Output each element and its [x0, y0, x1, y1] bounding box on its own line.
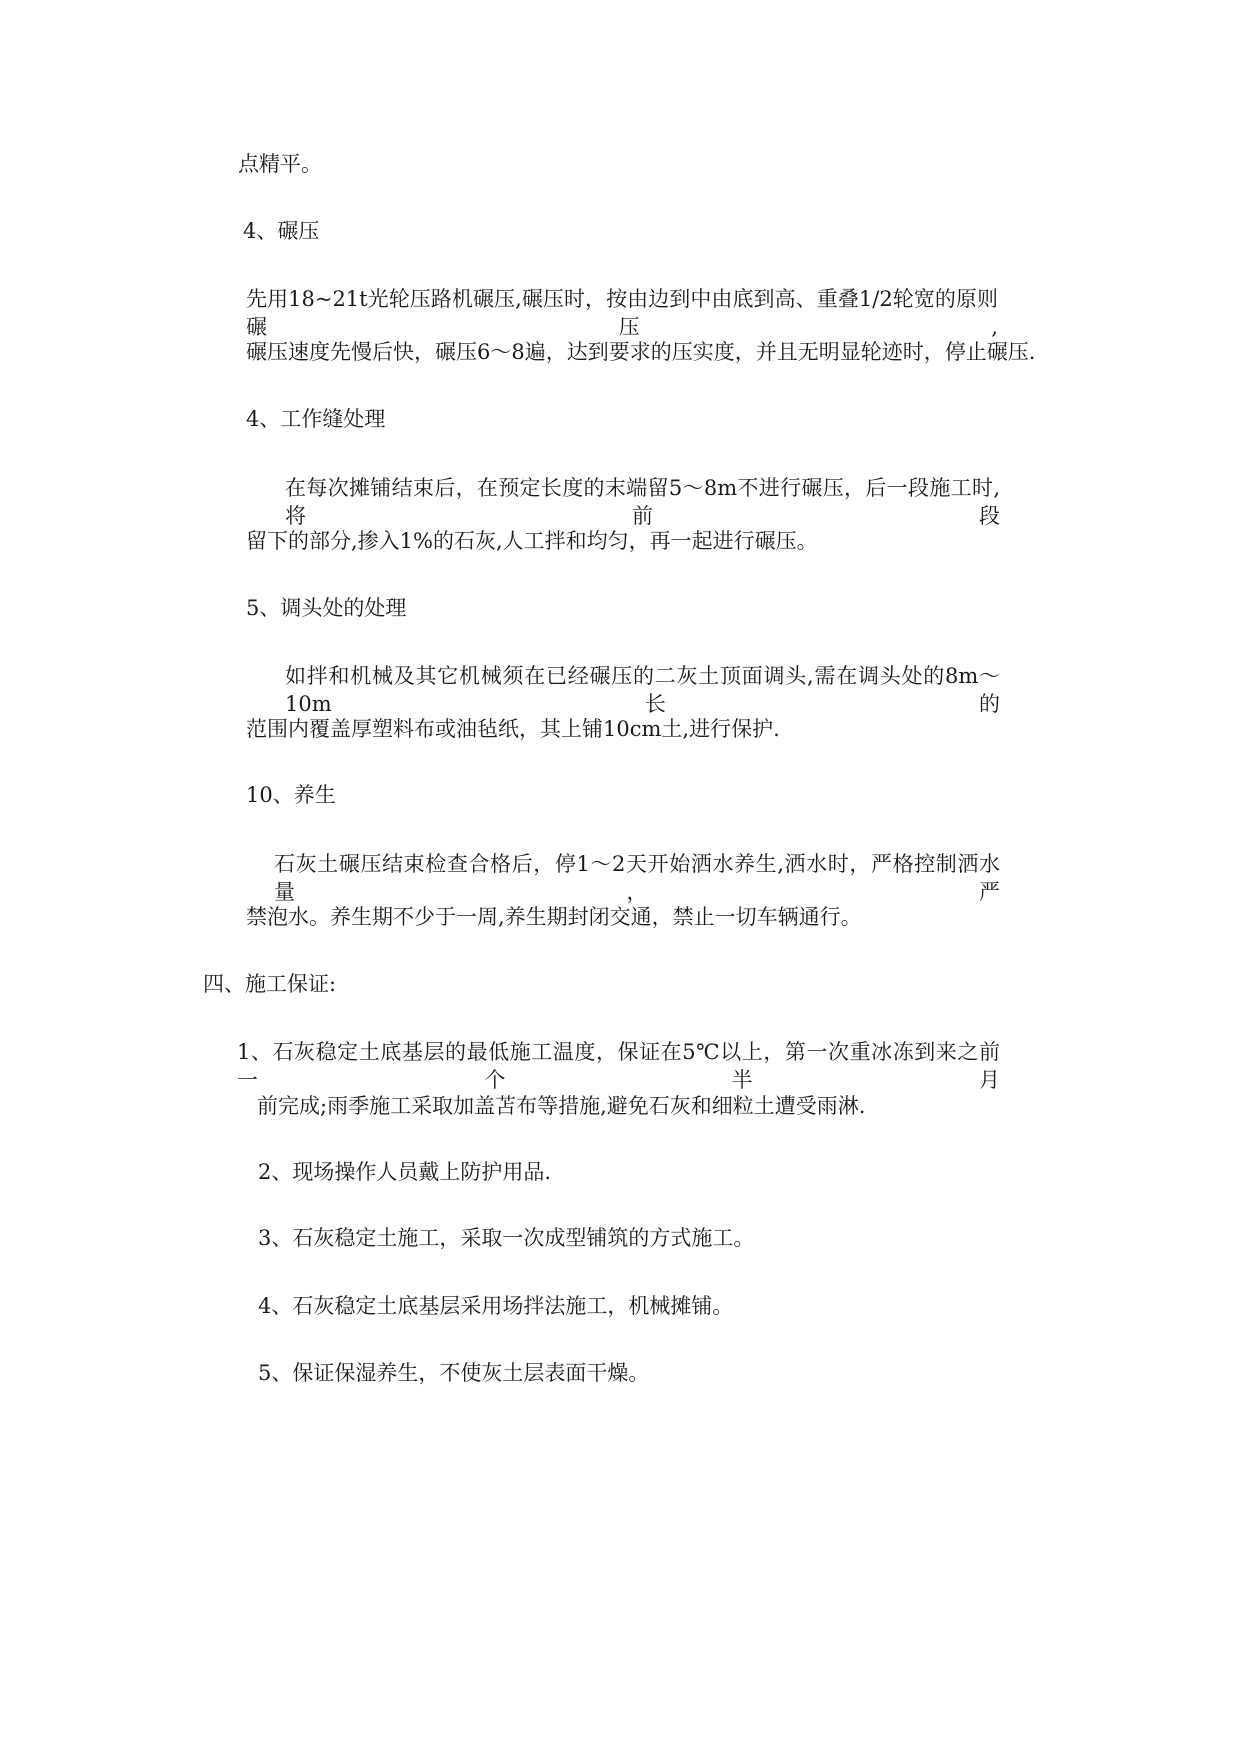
- section-heading-curing: 10、养生: [246, 783, 336, 807]
- paragraph-line: 留下的部分,掺入1%的石灰,人工拌和均匀，再一起进行碾压。: [246, 529, 818, 553]
- list-item: 3、石灰稳定土施工，采取一次成型铺筑的方式施工。: [258, 1226, 755, 1250]
- list-item-line: 前完成;雨季施工采取加盖苫布等措施,避免石灰和细粒土遭受雨淋.: [257, 1094, 866, 1118]
- paragraph-line: 禁泡水。养生期不少于一周,养生期封闭交通，禁止一切车辆通行。: [246, 905, 862, 929]
- paragraph-line: 先用18~21t光轮压路机碾压,碾压时，按由边到中由底到高、重叠1/2轮宽的原则碾压,: [246, 287, 998, 339]
- section-heading-turnaround: 5、调头处的处理: [246, 596, 407, 620]
- section-heading-joint: 4、工作缝处理: [246, 407, 386, 431]
- list-item-line: 1、石灰稳定土底基层的最低施工温度，保证在5℃以上，第一次重冰冻到来之前一个半月: [237, 1040, 1000, 1092]
- chapter-heading-guarantee: 四、施工保证:: [203, 972, 337, 996]
- paragraph-line: 如拌和机械及其它机械须在已经碾压的二灰土顶面调头,需在调头处的8m～10m长的: [285, 664, 1000, 716]
- list-item: 2、现场操作人员戴上防护用品.: [258, 1160, 552, 1184]
- list-item: 4、石灰稳定土底基层采用场拌法施工，机械摊铺。: [258, 1294, 734, 1318]
- section-heading-rolling: 4、碾压: [243, 219, 320, 243]
- paragraph-line: 在每次摊铺结束后，在预定长度的末端留5～8m不进行碾压，后一段施工时,将前段: [285, 476, 1000, 528]
- paragraph-line: 碾压速度先慢后快，碾压6～8遍，达到要求的压实度，并且无明显轮迹时，停止碾压.: [246, 340, 1036, 364]
- paragraph-line: 石灰土碾压结束检查合格后，停1～2天开始洒水养生,洒水时，严格控制洒水量，严: [274, 852, 1000, 904]
- list-item: 5、保证保湿养生，不使灰土层表面干燥。: [258, 1361, 650, 1385]
- paragraph-line: 范围内覆盖厚塑料布或油毡纸，其上铺10cm土,进行保护.: [246, 717, 780, 741]
- text-line-continuation: 点精平。: [238, 152, 322, 176]
